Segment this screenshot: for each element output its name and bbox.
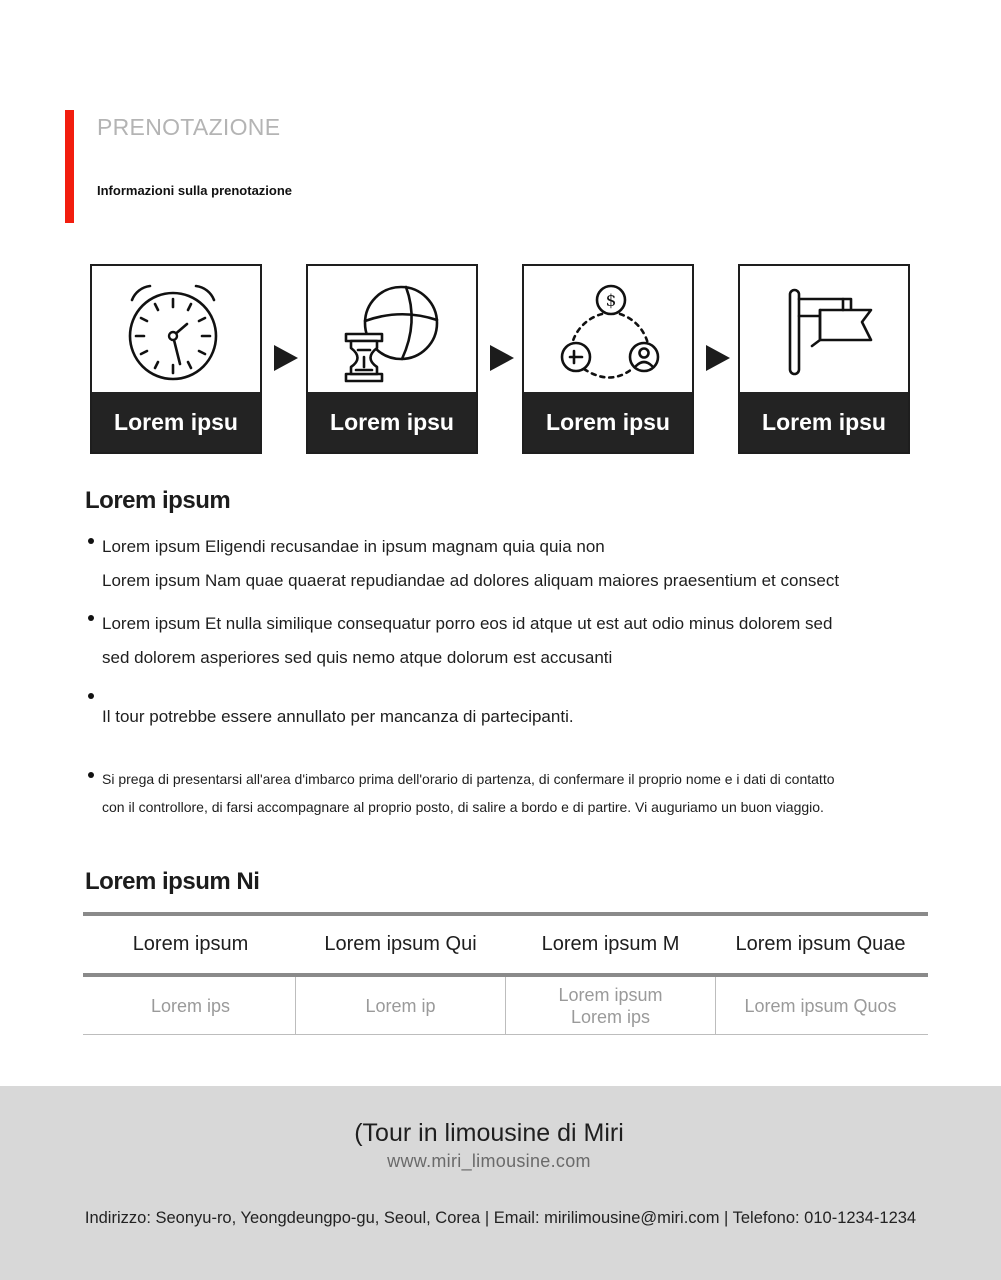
note-line: sed dolorem asperiores sed quis nemo atque dolorum est accusanti: [102, 647, 613, 667]
table-header-cell: Lorem ipsum Quae: [735, 933, 906, 955]
table-cell: Lorem ips: [150, 995, 231, 1016]
flag-icon: [740, 266, 908, 392]
footer-website[interactable]: www.miri_limousine.com: [387, 1151, 591, 1171]
table-header-cell: Lorem ipsum: [132, 933, 249, 955]
step-card-2: [306, 264, 478, 454]
step-label: Lorem ipsu: [308, 392, 476, 452]
alarm-clock-icon: [92, 266, 260, 392]
notes-heading: Lorem ipsum: [85, 487, 231, 514]
bullet-icon: [88, 538, 94, 544]
section-title: PRENOTAZIONE: [97, 114, 281, 140]
table-header-cell: Lorem ipsum Qui: [324, 933, 477, 955]
arrow-right-icon: [490, 345, 514, 371]
note-line: Il tour potrebbe essere annullato per mancanza di partecipanti.: [102, 707, 574, 726]
step-label: Lorem ipsu: [740, 392, 908, 452]
table-header-cell: Lorem ipsum M: [541, 933, 680, 955]
bullet-icon: [88, 693, 94, 699]
step-card-3: [522, 264, 694, 454]
footer: [0, 1086, 1001, 1280]
arrow-right-icon: [274, 345, 298, 371]
arrow-right-icon: [706, 345, 730, 371]
step-label: Lorem ipsu: [92, 392, 260, 452]
step-card-4: [738, 264, 910, 454]
footer-contact: Indirizzo: Seonyu-ro, Yeongdeungpo-gu, Seoul, Corea | Email: mirilimousine@miri.com | Telefono: 010-1234-1234: [84, 1209, 917, 1227]
globe-hourglass-icon: [308, 266, 476, 392]
note-line: Lorem ipsum Et nulla similique consequatur porro eos id atque ut est aut odio minus dolorem sed: [102, 614, 833, 633]
payment-cycle-icon: [524, 266, 692, 392]
note-line: Si prega di presentarsi all'area d'imbarco prima dell'orario di partenza, di confermare il proprio nome e i dati di contatto: [102, 771, 835, 787]
section-subtitle: Informazioni sulla prenotazione: [97, 183, 293, 198]
table-heading: Lorem ipsum Ni: [85, 868, 260, 895]
svg-text:$: $: [605, 291, 617, 311]
table-cell: Lorem ip: [365, 995, 436, 1016]
bullet-icon: [88, 772, 94, 778]
footer-brand: (Tour in limousine di Miri: [354, 1119, 624, 1147]
table-cell: Lorem ipsum Lorem ips: [558, 984, 663, 1027]
note-line: con il controllore, di farsi accompagnare al proprio posto, di salire a bordo e di partire. Vi auguriamo un buon viaggio.: [102, 798, 824, 815]
accent-bar: [65, 110, 74, 223]
table-rule: [83, 1034, 928, 1035]
step-card-1: [90, 264, 262, 454]
table-cell: Lorem ipsum Quos: [744, 995, 897, 1016]
step-label: Lorem ipsu: [524, 392, 692, 452]
bullet-icon: [88, 615, 94, 621]
note-line: Lorem ipsum Eligendi recusandae in ipsum magnam quia quia non: [102, 537, 605, 556]
note-line: Lorem ipsum Nam quae quaerat repudiandae ad dolores aliquam maiores praesentium et consect: [102, 570, 840, 590]
note-line: [102, 690, 922, 700]
